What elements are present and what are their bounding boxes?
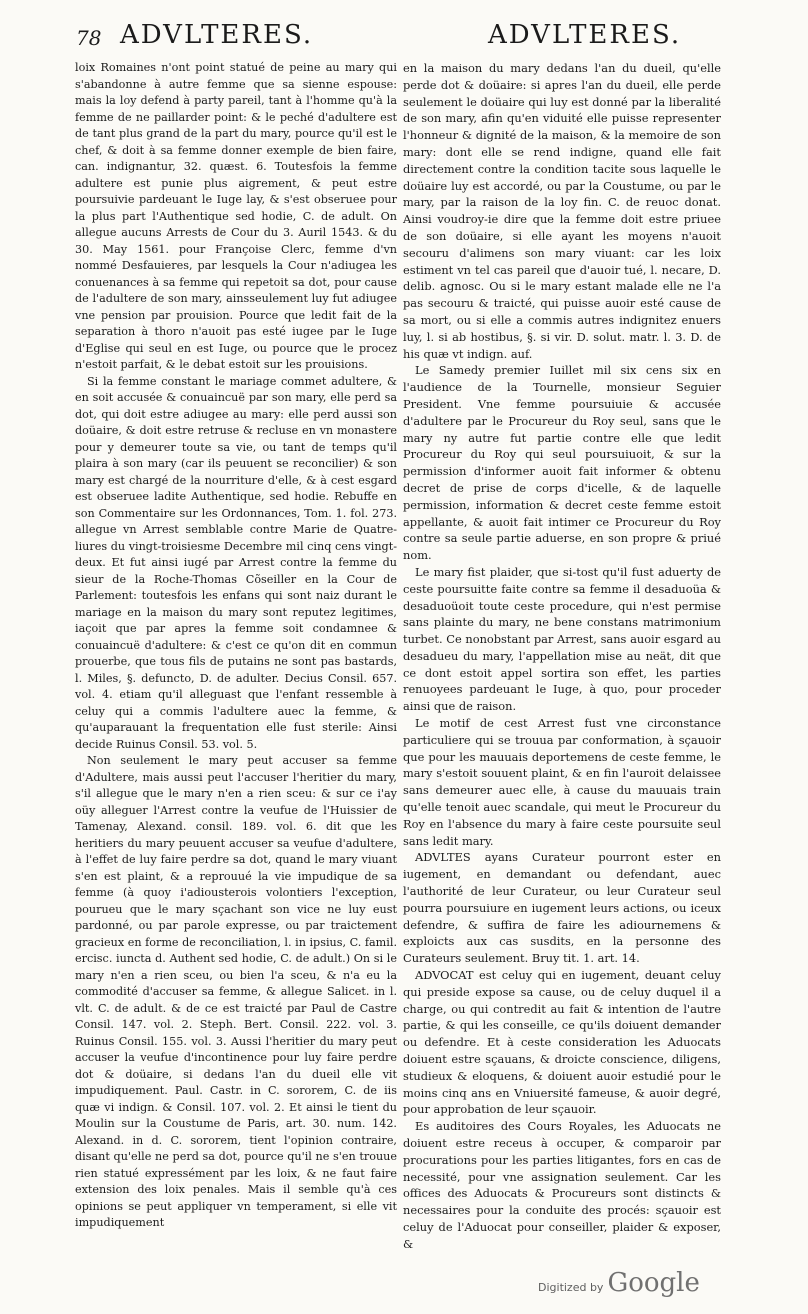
paragraph: Si la femme constant le mariage commet adultere, & en soit accusée & conuaincuë par son mary, elle perd sa dot, qui doit estre adiugee au mary: elle perd aussi son doüaire, & doit estre retruse & recluse en vn monastere pour y demeurer toute sa vie, ou tant de temps qu'il plaira à son mary (car ils peuuent se reconcilier) & son mary est chargé de la nourriture d'elle, & à cest esgard est obseruee ladite Authentique, sed hodie. Rebuffe en son Commentaire sur les Ordonnances, Tom. 1. fol. 273. allegue vn Arrest semblable contre Marie de Quatre-liures du vingt-troisiesme Decembre mil cinq cens vingt-deux. Et fut ainsi iugé par Arrest contre la femme du sieur de la Roche-Thomas Cõseiller en la Cour de Parlement: toutesfois les enfans qui sont naiz durant le mariage en la maison du mary sont reputez legitimes, iaçoit que par apres la femme soit condamnee & conuaincuë d'adultere: & c'est ce qu'on dit en commun prouerbe, que tous fils de putains ne sont pas bastards, l. Miles, §. defuncto, D. de adulter. Decius Consil. 657. vol. 4. etiam qu'il alleguast que l'enfant ressemble à celuy qui a commis l'adultere auec la femme, & qu'auparauant la frequentation elle fust sterile: Ainsi decide Ruinus Consil. 53. vol. 5. [75,374,397,751]
digitized-watermark [538,1268,700,1298]
watermark-prefix: Digitized by [538,1281,604,1294]
page-number: 78 [76,26,102,50]
paragraph: ADVOCAT est celuy qui en iugement, deuant celuy qui preside expose sa cause, ou de celuy duquel il a charge, ou qui contredit au fait & intention de l'autre partie, & qui les conseille, ce qu'ils doiuent demander ou defendre. Et à ceste consideration les Aduocats doiuent estre sçauans, & droicte conscience, diligens, studieux & eloquens, & doiuent auoir estudié pour le moins cinq ans en Vniuersité fameuse, & auoir degré, pour approbation de leur sçauoir. [403,968,721,1117]
left-text-column [75,60,397,1232]
page-header [76,6,784,50]
paragraph: en la maison du mary dedans l'an du dueil, qu'elle perde dot & doüaire: si apres l'an du dueil, elle perde seulement le doüaire qui luy est donné par la liberalité de son mary, afin qu'en viduité elle puisse representer l'honneur & dignité de la maison, & la memoire de son mary: dont elle se rend indigne, quand elle fait directement contre la condition tacite sous laquelle le doüaire luy est accordé, ou par la Coustume, ou par le mary, par la raison de la loy fin. C. de reuoc donat. Ainsi voudroy-ie dire que la femme doit estre priuee de son doüaire, si elle ayant les moyens n'auoit secouru d'alimens son mary viuant: car les loix estiment vn tel cas pareil que d'auoir tué, l. necare, D. delib. agnosc. Ou si le mary estant malade elle ne l'a pas secouru & traicté, qui puisse auoir esté cause de sa mort, ou si elle a commis autres indignitez enuers luy, l. si ab hostibus, §. si vir. D. solut. matr. l. 3. D. de his quæ vt indign. auf. [403,61,721,361]
right-text-column [403,60,721,1253]
paragraph: Le mary fist plaider, que si-tost qu'il fust aduerty de ceste poursuitte faite contre sa femme il desaduoüa & desaduoüoit toute ceste procedure, qui n'est permise sans plainte du mary, ne bene constans matrimonium turbet. Ce nonobstant par Arrest, sans auoir esgard au desadueu du mary, l'appellation mise au neät, dit que ce dont estoit appel sortira son effet, les parties renuoyees pardeuant le Iuge, à quo, pour proceder ainsi que de raison. [403,564,721,714]
paragraph: Es auditoires des Cours Royales, les Aduocats ne doiuent estre receus à occuper, & comparoir par procurations pour les parties litigantes, fors en cas de necessité, pour vne assignation seulement. Car les offices des Aduocats & Procureurs sont distincts & necessaires pour la conduite des procés: sçauoir est celuy de l'Aduocat pour conseiller, plaider & exposer, & [403,1119,721,1251]
running-title-right: ADVLTERES. [488,20,682,50]
paragraph: ADVLTES ayans Curateur pourront ester en iugement, en demandant ou defendant, auec l'authorité de leur Curateur, ou leur Curateur seul pourra poursuiure en iugement leurs actions, ou iceux defendre, & suffira de faire les adiournemens & exploicts aux cas susdits, en la personne des Curateurs seulement. Bruy tit. 1. art. 14. [403,850,721,966]
paragraph: Le Samedy premier Iuillet mil six cens six en l'audience de la Tournelle, monsieur Seguier President. Vne femme poursuiuie & accusée d'adultere par le Procureur du Roy seul, sans que le mary ny autre fut partie contre elle que ledit Procureur du Roy qui seul poursuiuoit, & sur la permission d'informer auoit fait informer & obtenu decret de prise de corps d'icelle, & de laquelle permission, information & decret ceste femme estoit appellante, & auoit fait intimer ce Procureur du Roy contre sa seule partie aduerse, en son propre & priué nom. [403,363,721,563]
paragraph: Non seulement le mary peut accuser sa femme d'Adultere, mais aussi peut l'accuser l'heritier du mary, s'il allegue que le mary n'en a rien sceu: & sur ce i'ay oüy alleguer l'Arrest contre la veufue de l'Huissier de Tamenay, Alexand. consil. 189. vol. 6. dit que les heritiers du mary peuuent accuser sa veufue d'adultere, à l'effet de luy faire perdre sa dot, quand le mary viuant s'en est plaint, & a reprouué la vie impudique de sa femme (à quoy i'adiousterois volontiers l'exception, pourueu que le mary sçachant son vice ne luy eust pardonné, ou par parole expresse, ou par traictement gracieux en forme de reconciliation, l. in ipsius, C. famil. ercisc. iuncta d. Authent sed hodie, C. de adult.) On si le mary n'en a rien sceu, ou bien l'a sceu, & n'a eu la commodité d'accuser sa femme, & allegue Salicet. in l. vlt. C. de adult. & de ce est traicté par Paul de Castre Consil. 147. vol. 2. Steph. Bert. Consil. 222. vol. 3. Ruinus Consil. 155. vol. 3. Aussi l'heritier du mary peut accuser la veufue d'incontinence pour luy faire perdre dot & doüaire, si dedans l'an du dueil elle vit impudiquement. Paul. Castr. in C. sororem, C. de iis quæ vi indign. & Consil. 107. vol. 2. Et ainsi le tient du Moulin sur la Coustume de Paris, art. 30. num. 142. Alexand. in d. C. sororem, tient l'opinion contraire, disant qu'elle ne perd sa dot, pource qu'il ne s'en trouue rien statué expressément par les loix, & ne faut faire extension des loix penales. Mais il semble qu'à ces opinions se peut appliquer vn temperament, si elle vit impudiquement [75,754,397,1229]
paragraph: loix Romaines n'ont point statué de peine au mary qui s'abandonne à autre femme que sa sienne espouse: mais la loy defend à party pareil, tant à l'homme qu'à la femme de ne paillarder point: & le peché d'adultere est de tant plus grand de la part du mary, pource qu'il est le chef, & doit à sa femme donner exemple de bien faire, can. indignantur, 32. quæst. 6. Toutesfois la femme adultere est punie plus aigrement, & peut estre poursuivie pardeuant le Iuge lay, & s'est obseruee pour la plus part l'Authentique sed hodie, C. de adult. On allegue aucuns Arrests de Cour du 3. Auril 1543. & du 30. May 1561. pour Françoise Clerc, femme d'vn nommé Desfauieres, par lesquels la Cour n'adiugea les conuenances à sa femme qui repetoit sa dot, pour cause de l'adultere de son mary, ainsseulement luy fut adiugee vne pension par prouision. Pource que ledit fait de la separation à thoro n'auoit pas esté iugee par le Iuge d'Eglise qui seul en est Iuge, ou pource que le procez n'estoit parfait, & le debat estoit sur les prouisions. [75,61,397,371]
google-logo: Google [607,1268,700,1298]
running-title-left: ADVLTERES. [120,20,314,50]
paragraph: Le motif de cest Arrest fust vne circonstance particuliere qui se trouua par conformation, à sçauoir que pour les mauuais deportemens de ceste femme, le mary s'estoit souuent plaint, & en fin l'auroit delaissee sans demeurer auec elle, à cause du mauuais train qu'elle tenoit auec scandale, qui meut le Procureur du Roy en l'absence du mary à faire ceste poursuite seul sans ledit mary. [403,716,721,848]
